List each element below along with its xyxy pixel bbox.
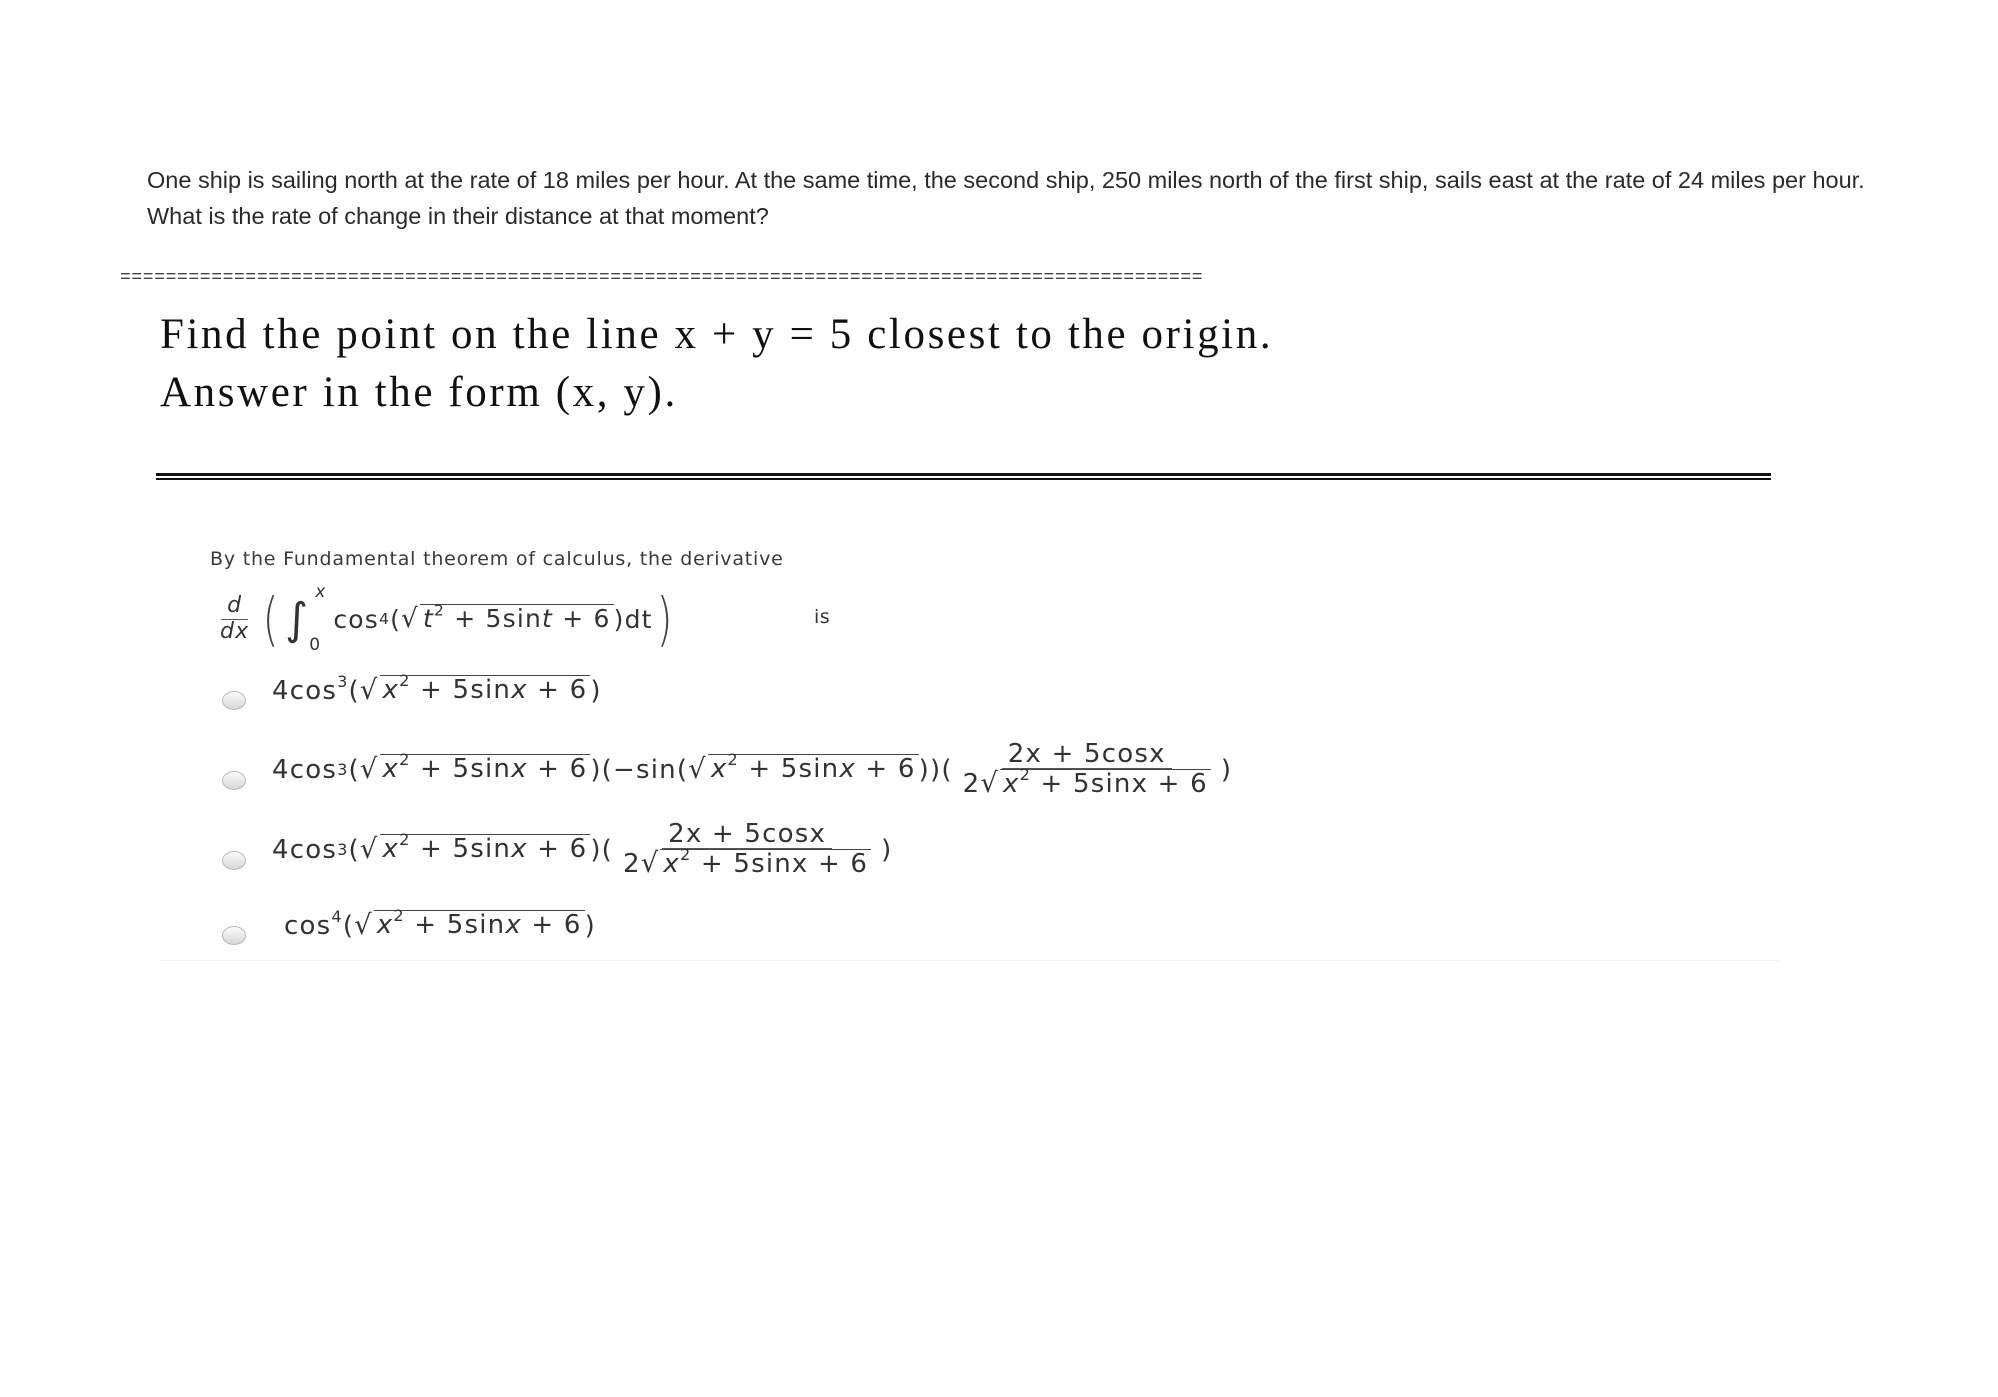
answer-option-3[interactable] <box>222 810 893 890</box>
derivative-expression: $\frac{d}{dx}$ ( ∫ x 0 cos 4 ( √ $t^2 + 5\sin t + 6$ ) dt ) <box>210 584 676 654</box>
right-paren: ) <box>656 585 673 653</box>
option-2-expression: 4cos 3 ( √ $x^2 + 5\sin x + 6$ ) (−sin( √ $x^2 + 5\sin x + 6$ ))( 2x + 5cosx 2 √ $x^2 + 5\sin x + 6$ ) <box>272 738 1233 800</box>
option-4-expression: $\cos^4$( √ $x^2 + 5\sin x + 6$ ) <box>284 905 596 941</box>
option-2-fraction: 2x + 5cosx 2 √ $x^2 + 5\sin x + 6$ <box>957 740 1217 800</box>
option-1-expression: $4\cos^3$( √ $x^2 + 5\sin x + 6$ ) <box>272 670 602 706</box>
lower-limit: 0 <box>309 634 322 655</box>
closest-point-line-2: Answer in the form (x, y). <box>160 369 678 416</box>
upper-limit: x <box>315 581 327 602</box>
double-rule-divider <box>156 473 1771 480</box>
calculus-quiz-question <box>160 540 1780 961</box>
answer-option-2[interactable] <box>222 730 1232 810</box>
option-3-expression: 4cos 3 ( √ $x^2 + 5\sin x + 6$ )( 2x + 5cosx 2 √ $x^2 + 5\sin x + 6$ ) <box>272 818 893 880</box>
closest-point-problem <box>160 306 1760 422</box>
answer-option-4[interactable] <box>222 895 596 955</box>
question-intro: By the Fundamental theorem of calculus, the derivative <box>210 548 784 570</box>
option-3-fraction: 2x + 5cosx 2 √ $x^2 + 5\sin x + 6$ <box>617 820 877 880</box>
equals-divider: =============================================================================================== <box>120 268 1204 288</box>
radio-button-4[interactable] <box>222 926 246 945</box>
closest-point-line-1: Find the point on the line x + y = 5 closest to the origin. <box>160 311 1274 358</box>
answer-option-1[interactable] <box>222 660 602 720</box>
ships-problem-text: One ship is sailing north at the rate of 18 miles per hour. At the same time, the second ship, 250 miles north of the first ship, sails east at the rate of 24 miles per hour. What is the rate of change in their distance at that moment? <box>147 167 1865 229</box>
radio-button-2[interactable] <box>222 771 246 790</box>
dt-label: dt <box>624 604 653 634</box>
is-label: is <box>814 606 831 628</box>
integral-sign: ∫ x 0 <box>285 581 327 655</box>
left-paren: ( <box>262 585 280 653</box>
radio-button-3[interactable] <box>222 851 246 870</box>
sqrt-expression: √ $t^2 + 5\sin t + 6$ <box>401 604 614 634</box>
radio-button-1[interactable] <box>222 691 246 710</box>
d-dx-fraction: $\frac{d}{dx}$ <box>220 593 250 644</box>
cos-function: cos <box>333 604 380 634</box>
